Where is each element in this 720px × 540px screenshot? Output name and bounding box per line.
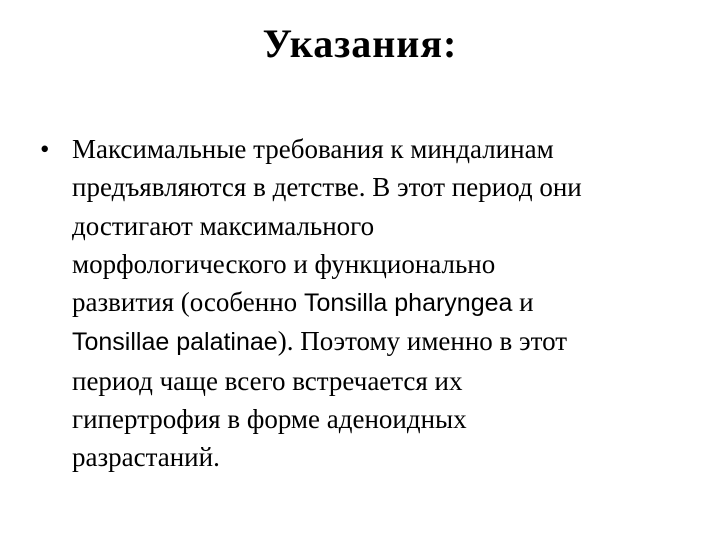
text-line: предъявляются в детстве. В этот период они (72, 172, 582, 203)
text-line (72, 322, 680, 361)
text-segment: развития (особенно (72, 287, 304, 318)
text-line: период чаще всего встречается их (72, 365, 463, 396)
text-segment: и (512, 287, 534, 318)
text-line (72, 283, 680, 322)
bullet-list (40, 130, 680, 477)
slide-title: Указания: (262, 21, 458, 66)
latin-term: Tonsilla pharyngea (303, 289, 513, 318)
text-line: Максимальные требования к миндалинам (72, 134, 554, 164)
bullet-marker: • (40, 134, 50, 164)
text-line: морфологического и функционально (72, 248, 496, 279)
text-segment: ). Поэтому именно в этот (277, 326, 568, 357)
bullet-item (40, 130, 680, 477)
text-line: разрастаний. (72, 442, 220, 473)
text-line: гипертрофия в форме аденоидных (72, 404, 467, 435)
latin-term: Tonsillae palatinae (72, 328, 278, 357)
text-line: достигают максимального (72, 210, 375, 241)
